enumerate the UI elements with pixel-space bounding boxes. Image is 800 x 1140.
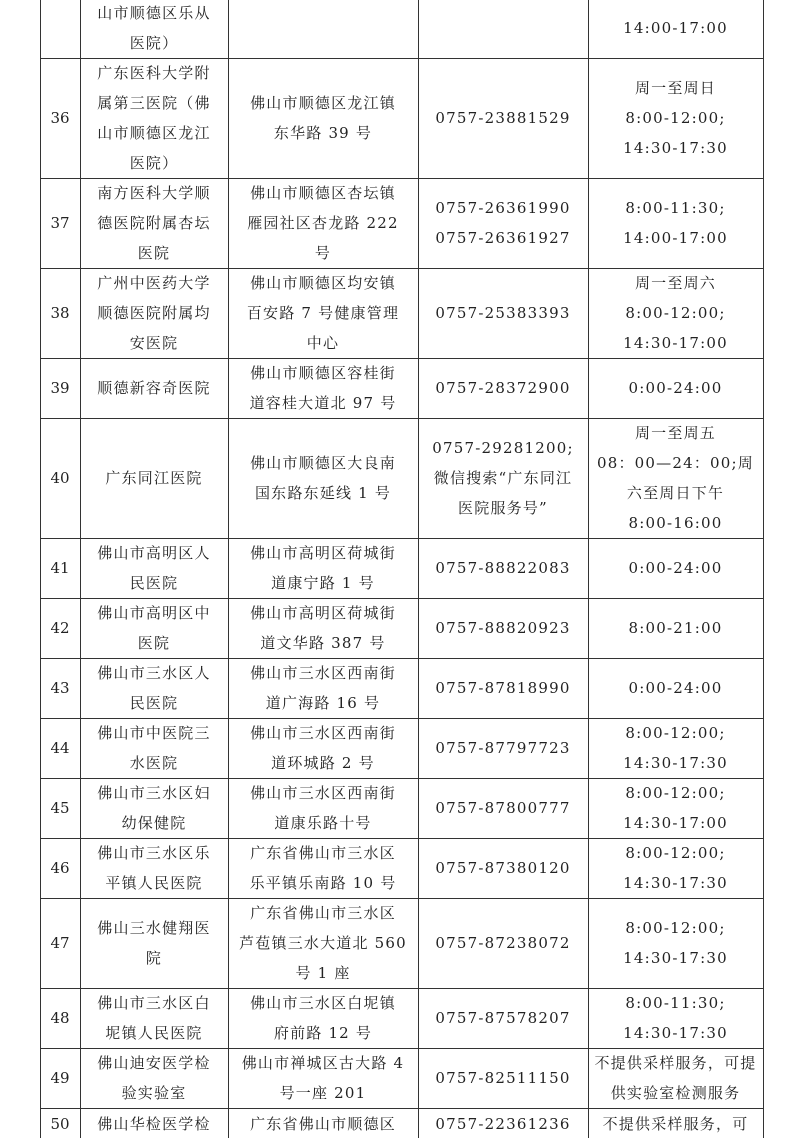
address-line: 号一座 201 bbox=[279, 1084, 367, 1102]
address-line: 雁园社区杏龙路 222 bbox=[247, 214, 399, 232]
table-cell-phone bbox=[418, 898, 588, 988]
address-line: 道容桂大道北 97 号 bbox=[249, 394, 397, 412]
phone-line: 0757-26361990 bbox=[435, 199, 571, 217]
row-number-text bbox=[50, 613, 69, 643]
service-hours-line: 0:00-24:00 bbox=[628, 679, 723, 697]
address-line: 佛山市高明区荷城街 bbox=[250, 544, 396, 562]
table-cell-hospital-name bbox=[80, 268, 228, 358]
hospital-name-line: 幼保健院 bbox=[121, 814, 187, 832]
row-number-line: 39 bbox=[50, 379, 70, 397]
address-line: 道文华路 387 号 bbox=[260, 634, 386, 652]
service-hours-line: 不提供采样服务，可提 bbox=[594, 1054, 757, 1072]
address-line: 佛山市顺德区龙江镇 bbox=[250, 94, 396, 112]
service-hours-text bbox=[623, 913, 728, 973]
address-text bbox=[247, 268, 399, 358]
table-cell-address bbox=[228, 658, 418, 718]
row-number-line: 45 bbox=[50, 799, 70, 817]
table-cell-service-hours bbox=[588, 1048, 763, 1108]
hospital-name-line: 佛山市高明区人 bbox=[97, 544, 211, 562]
table-cell-address bbox=[228, 1048, 418, 1108]
table-cell-hospital-name bbox=[80, 358, 228, 418]
phone-text bbox=[435, 373, 570, 403]
table-cell-row-number bbox=[40, 718, 80, 778]
phone-line: 微信搜索“广东同江 bbox=[433, 469, 573, 487]
hospital-name-text bbox=[97, 178, 210, 268]
table-cell-address bbox=[228, 178, 418, 268]
phone-text bbox=[435, 1063, 570, 1093]
service-hours-line: 0:00-24:00 bbox=[628, 559, 723, 577]
hospital-name-line: 佛山迪安医学检 bbox=[97, 1054, 211, 1072]
table-cell-phone bbox=[418, 178, 588, 268]
address-text bbox=[250, 448, 396, 508]
service-hours-line: 8:00-21:00 bbox=[628, 619, 723, 637]
service-hours-text bbox=[623, 73, 728, 163]
phone-text bbox=[435, 103, 570, 133]
table-cell-service-hours bbox=[588, 778, 763, 838]
table-cell-phone bbox=[418, 598, 588, 658]
table-cell-row-number bbox=[40, 1048, 80, 1108]
table-column-border bbox=[763, 0, 764, 1138]
row-number-text bbox=[50, 553, 69, 583]
table-cell-hospital-name bbox=[80, 1048, 228, 1108]
phone-line: 0757-88822083 bbox=[435, 559, 571, 577]
address-line: 道环城路 2 号 bbox=[271, 754, 375, 772]
service-hours-text bbox=[623, 778, 728, 838]
row-number-text bbox=[50, 1003, 69, 1033]
table-cell-row-number bbox=[40, 58, 80, 178]
hospital-name-text bbox=[97, 598, 210, 658]
phone-text bbox=[435, 673, 570, 703]
hospital-name-line: 属第三医院（佛 bbox=[97, 94, 211, 112]
hospital-name-line: 安医院 bbox=[129, 334, 179, 352]
table-cell-address bbox=[228, 1108, 418, 1140]
table-cell-row-number bbox=[40, 178, 80, 268]
hospital-name-text bbox=[105, 463, 202, 493]
row-number-line: 48 bbox=[50, 1009, 70, 1027]
table-cell-phone bbox=[418, 658, 588, 718]
table-cell-row-number bbox=[40, 778, 80, 838]
table-cell-address bbox=[228, 838, 418, 898]
table-cell-hospital-name bbox=[80, 598, 228, 658]
phone-text bbox=[435, 928, 570, 958]
phone-line: 0757-28372900 bbox=[435, 379, 571, 397]
table-cell-row-number bbox=[40, 598, 80, 658]
address-line: 佛山市高明区荷城街 bbox=[250, 604, 396, 622]
address-line: 东华路 39 号 bbox=[273, 124, 373, 142]
service-hours-line: 供实验室检测服务 bbox=[610, 1084, 741, 1102]
address-text bbox=[247, 178, 399, 268]
address-text bbox=[250, 658, 396, 718]
phone-text bbox=[435, 613, 570, 643]
table-cell-address bbox=[228, 58, 418, 178]
table-cell-address bbox=[228, 718, 418, 778]
phone-line: 医院服务号” bbox=[458, 499, 548, 517]
address-line: 广东省佛山市三水区 bbox=[250, 904, 396, 922]
address-text bbox=[239, 898, 407, 988]
table-cell-phone bbox=[418, 58, 588, 178]
address-text bbox=[250, 598, 396, 658]
row-number-text bbox=[50, 463, 69, 493]
table-cell-hospital-name bbox=[80, 988, 228, 1048]
row-number-line: 36 bbox=[50, 109, 70, 127]
table-cell-hospital-name bbox=[80, 538, 228, 598]
service-hours-text bbox=[623, 718, 728, 778]
table-cell-row-number bbox=[40, 988, 80, 1048]
hospital-name-line: 顺德医院附属均 bbox=[97, 304, 211, 322]
hospital-name-line: 佛山市三水区乐 bbox=[97, 844, 211, 862]
hospital-name-text bbox=[97, 658, 210, 718]
service-hours-line: 8:00-12:00; bbox=[625, 844, 726, 862]
hospital-name-text bbox=[97, 1109, 210, 1139]
address-line: 佛山市顺德区容桂街 bbox=[250, 364, 396, 382]
service-hours-line: 8:00-12:00; bbox=[625, 304, 726, 322]
row-number-line: 47 bbox=[50, 934, 70, 952]
service-hours-line: 不提供采样服务，可 bbox=[602, 1115, 749, 1133]
service-hours-text bbox=[629, 673, 723, 703]
table-cell-service-hours bbox=[588, 1108, 763, 1140]
table-cell-phone bbox=[418, 718, 588, 778]
phone-line: 0757-87238072 bbox=[435, 934, 571, 952]
hospital-name-line: 民医院 bbox=[129, 694, 179, 712]
row-number-line: 43 bbox=[50, 679, 70, 697]
row-number-text bbox=[50, 673, 69, 703]
table-cell-hospital-name bbox=[80, 658, 228, 718]
hospital-name-line: 佛山三水健翔医 bbox=[97, 919, 211, 937]
hospital-name-text bbox=[97, 58, 210, 178]
service-hours-line: 14:30-17:00 bbox=[623, 334, 728, 352]
table-cell-row-number bbox=[40, 538, 80, 598]
hospital-name-line: 佛山市三水区白 bbox=[97, 994, 211, 1012]
hospital-name-line: 医院） bbox=[129, 154, 179, 172]
table-cell-hospital-name bbox=[80, 1108, 228, 1140]
service-hours-text bbox=[623, 838, 728, 898]
table-cell-row-number bbox=[40, 0, 80, 58]
hospital-name-line: 验实验室 bbox=[121, 1084, 187, 1102]
row-number-text bbox=[50, 298, 69, 328]
hospital-name-line: 佛山市中医院三 bbox=[97, 724, 211, 742]
hospital-name-line: 平镇人民医院 bbox=[105, 874, 203, 892]
service-hours-text bbox=[629, 613, 723, 643]
service-hours-text bbox=[594, 1048, 756, 1108]
table-cell-phone bbox=[418, 778, 588, 838]
hospital-name-text bbox=[97, 268, 210, 358]
service-hours-line: 14:00-17:00 bbox=[623, 19, 728, 37]
hospital-name-line: 佛山市高明区中 bbox=[97, 604, 211, 622]
service-hours-text bbox=[623, 268, 728, 358]
phone-text bbox=[435, 1109, 570, 1139]
address-text bbox=[250, 718, 396, 778]
row-number-line: 50 bbox=[50, 1115, 70, 1133]
phone-line: 0757-87818990 bbox=[435, 679, 571, 697]
hospital-name-text bbox=[97, 988, 210, 1048]
row-number-line: 40 bbox=[50, 469, 70, 487]
row-number-line: 49 bbox=[50, 1069, 70, 1087]
table-cell-phone bbox=[418, 538, 588, 598]
address-line: 佛山市三水区西南街 bbox=[250, 784, 396, 802]
table-cell-row-number bbox=[40, 838, 80, 898]
hospital-name-line: 坭镇人民医院 bbox=[105, 1024, 203, 1042]
table-cell-service-hours bbox=[588, 718, 763, 778]
address-line: 佛山市三水区西南街 bbox=[250, 664, 396, 682]
row-number-text bbox=[50, 928, 69, 958]
address-line: 佛山市三水区白坭镇 bbox=[250, 994, 396, 1012]
phone-text bbox=[435, 1003, 570, 1033]
hospital-name-line: 医院 bbox=[137, 244, 171, 262]
service-hours-line: 0:00-24:00 bbox=[628, 379, 723, 397]
service-hours-line: 周一至周六 bbox=[634, 274, 716, 292]
table-cell-service-hours bbox=[588, 898, 763, 988]
service-hours-line: 周一至周五 bbox=[634, 424, 716, 442]
address-text bbox=[250, 1109, 396, 1139]
table-cell-hospital-name bbox=[80, 718, 228, 778]
phone-line: 0757-23881529 bbox=[435, 109, 571, 127]
table-cell-phone bbox=[418, 1108, 588, 1140]
service-hours-line: 8:00-12:00; bbox=[625, 919, 726, 937]
address-line: 佛山市顺德区杏坛镇 bbox=[250, 184, 396, 202]
phone-text bbox=[435, 553, 570, 583]
table-cell-hospital-name bbox=[80, 898, 228, 988]
hospital-name-text bbox=[97, 1048, 210, 1108]
service-hours-line: 8:00-16:00 bbox=[628, 514, 723, 532]
table-cell-row-number bbox=[40, 1108, 80, 1140]
service-hours-line: 14:30-17:30 bbox=[623, 754, 728, 772]
hospital-name-line: 医院） bbox=[129, 34, 179, 52]
table-cell-phone bbox=[418, 988, 588, 1048]
service-hours-line: 8:00-12:00; bbox=[625, 724, 726, 742]
table-cell-address bbox=[228, 988, 418, 1048]
service-hours-line: 14:00-17:00 bbox=[623, 229, 728, 247]
service-hours-text bbox=[603, 1109, 749, 1139]
phone-text bbox=[435, 733, 570, 763]
hospital-name-text bbox=[97, 373, 210, 403]
address-line: 中心 bbox=[306, 334, 340, 352]
hospital-name-text bbox=[97, 538, 210, 598]
row-number-text bbox=[50, 103, 69, 133]
address-line: 百安路 7 号健康管理 bbox=[246, 304, 400, 322]
address-line: 佛山市三水区西南街 bbox=[250, 724, 396, 742]
hospital-name-line: 佛山华检医学检 bbox=[97, 1115, 211, 1133]
phone-line: 0757-82511150 bbox=[435, 1069, 571, 1087]
table-cell-phone bbox=[418, 0, 588, 58]
row-number-line: 38 bbox=[50, 304, 70, 322]
table-cell-hospital-name bbox=[80, 778, 228, 838]
table-cell-service-hours bbox=[588, 838, 763, 898]
hospital-name-line: 民医院 bbox=[129, 574, 179, 592]
service-hours-text bbox=[623, 13, 728, 43]
service-hours-line: 8:00-12:00; bbox=[625, 109, 726, 127]
address-text bbox=[242, 1048, 405, 1108]
table-cell-service-hours bbox=[588, 988, 763, 1048]
phone-line: 0757-26361927 bbox=[435, 229, 571, 247]
address-text bbox=[250, 838, 397, 898]
address-line: 道广海路 16 号 bbox=[265, 694, 381, 712]
table-cell-address bbox=[228, 0, 418, 58]
address-line: 芦苞镇三水大道北 560 bbox=[239, 934, 407, 952]
address-line: 佛山市顺德区均安镇 bbox=[250, 274, 396, 292]
row-number-line: 46 bbox=[50, 859, 70, 877]
hospital-name-text bbox=[97, 0, 210, 58]
phone-line: 0757-87578207 bbox=[435, 1009, 571, 1027]
service-hours-line: 8:00-12:00; bbox=[625, 784, 726, 802]
table-cell-address bbox=[228, 358, 418, 418]
row-number-text bbox=[50, 1063, 69, 1093]
service-hours-text bbox=[629, 553, 723, 583]
hospital-name-text bbox=[97, 913, 210, 973]
service-hours-line: 14:30-17:30 bbox=[623, 139, 728, 157]
service-hours-line: 08：00—24：00;周 bbox=[596, 454, 754, 472]
address-line: 道康宁路 1 号 bbox=[271, 574, 375, 592]
hospital-name-line: 山市顺德区龙江 bbox=[97, 124, 211, 142]
table-cell-service-hours bbox=[588, 598, 763, 658]
table-cell-service-hours bbox=[588, 178, 763, 268]
service-hours-line: 8:00-11:30; bbox=[625, 199, 726, 217]
address-line: 府前路 12 号 bbox=[273, 1024, 373, 1042]
hospital-name-line: 南方医科大学顺 bbox=[97, 184, 211, 202]
service-hours-line: 周一至周日 bbox=[634, 79, 716, 97]
address-line: 号 bbox=[314, 244, 332, 262]
row-number-text bbox=[50, 733, 69, 763]
service-hours-line: 14:30-17:30 bbox=[623, 874, 728, 892]
table-cell-row-number bbox=[40, 268, 80, 358]
service-hours-line: 14:30-17:00 bbox=[623, 814, 728, 832]
row-number-text bbox=[50, 793, 69, 823]
table-cell-service-hours bbox=[588, 418, 763, 538]
hospital-name-line: 山市顺德区乐从 bbox=[97, 4, 211, 22]
address-line: 佛山市顺德区大良南 bbox=[250, 454, 396, 472]
table-cell-service-hours bbox=[588, 358, 763, 418]
table-cell-service-hours bbox=[588, 268, 763, 358]
table-cell-hospital-name bbox=[80, 838, 228, 898]
address-line: 广东省佛山市三水区 bbox=[250, 844, 396, 862]
row-number-text bbox=[50, 208, 69, 238]
hospital-name-line: 德医院附属杏坛 bbox=[97, 214, 211, 232]
table-cell-service-hours bbox=[588, 0, 763, 58]
hospital-name-line: 佛山市三水区妇 bbox=[97, 784, 211, 802]
address-line: 佛山市禅城区古大路 4 bbox=[241, 1054, 405, 1072]
table-cell-row-number bbox=[40, 898, 80, 988]
table-cell-service-hours bbox=[588, 538, 763, 598]
table-cell-phone bbox=[418, 268, 588, 358]
phone-line: 0757-87797723 bbox=[435, 739, 571, 757]
service-hours-line: 14:30-17:30 bbox=[623, 949, 728, 967]
phone-line: 0757-87380120 bbox=[435, 859, 571, 877]
table-cell-address bbox=[228, 778, 418, 838]
hospital-name-text bbox=[97, 778, 210, 838]
phone-text bbox=[435, 793, 570, 823]
hospital-name-line: 院 bbox=[145, 949, 163, 967]
hospital-name-line: 医院 bbox=[137, 634, 171, 652]
phone-line: 0757-29281200; bbox=[432, 439, 574, 457]
service-hours-text bbox=[623, 988, 728, 1048]
row-number-text bbox=[50, 373, 69, 403]
row-number-line: 44 bbox=[50, 739, 70, 757]
phone-line: 0757-25383393 bbox=[435, 304, 571, 322]
table-cell-row-number bbox=[40, 658, 80, 718]
phone-line: 0757-22361236 bbox=[435, 1115, 571, 1133]
address-text bbox=[250, 88, 396, 148]
service-hours-line: 14:30-17:30 bbox=[623, 1024, 728, 1042]
address-line: 号 1 座 bbox=[295, 964, 351, 982]
service-hours-text bbox=[629, 373, 723, 403]
table-cell-address bbox=[228, 898, 418, 988]
phone-line: 0757-88820923 bbox=[435, 619, 571, 637]
phone-text bbox=[435, 193, 570, 253]
service-hours-text bbox=[597, 418, 754, 538]
table-cell-phone bbox=[418, 418, 588, 538]
table-cell-hospital-name bbox=[80, 418, 228, 538]
table-cell-hospital-name bbox=[80, 178, 228, 268]
table-cell-service-hours bbox=[588, 658, 763, 718]
hospital-name-text bbox=[97, 718, 210, 778]
table-cell-row-number bbox=[40, 358, 80, 418]
table-cell-phone bbox=[418, 358, 588, 418]
row-number-line: 37 bbox=[50, 214, 70, 232]
phone-text bbox=[435, 298, 570, 328]
table-cell-phone bbox=[418, 838, 588, 898]
address-text bbox=[250, 538, 396, 598]
address-text bbox=[250, 358, 397, 418]
table-cell-hospital-name bbox=[80, 58, 228, 178]
address-line: 国东路东延线 1 号 bbox=[254, 484, 392, 502]
hospital-name-line: 广东医科大学附 bbox=[97, 64, 211, 82]
service-hours-line: 8:00-11:30; bbox=[625, 994, 726, 1012]
row-number-line: 42 bbox=[50, 619, 70, 637]
table-cell-row-number bbox=[40, 418, 80, 538]
table-cell-address bbox=[228, 538, 418, 598]
phone-text bbox=[432, 433, 573, 523]
table-cell-address bbox=[228, 598, 418, 658]
table-cell-service-hours bbox=[588, 58, 763, 178]
row-number-text bbox=[50, 853, 69, 883]
hospital-name-line: 广州中医药大学 bbox=[97, 274, 211, 292]
phone-text bbox=[435, 853, 570, 883]
address-text bbox=[250, 778, 396, 838]
row-number-text bbox=[50, 1109, 69, 1139]
row-number-line: 41 bbox=[50, 559, 70, 577]
table-cell-address bbox=[228, 268, 418, 358]
address-line: 广东省佛山市顺德区 bbox=[250, 1115, 396, 1133]
hospital-name-line: 水医院 bbox=[129, 754, 179, 772]
service-hours-line: 六至周日下午 bbox=[626, 484, 725, 502]
address-line: 道康乐路十号 bbox=[274, 814, 372, 832]
hospital-name-text bbox=[97, 838, 210, 898]
table-cell-hospital-name bbox=[80, 0, 228, 58]
service-hours-text bbox=[623, 193, 728, 253]
phone-line: 0757-87800777 bbox=[435, 799, 571, 817]
hospital-name-line: 广东同江医院 bbox=[105, 469, 203, 487]
hospital-name-line: 顺德新容奇医院 bbox=[97, 379, 211, 397]
address-text bbox=[250, 988, 396, 1048]
hospital-name-line: 佛山市三水区人 bbox=[97, 664, 211, 682]
address-line: 乐平镇乐南路 10 号 bbox=[249, 874, 397, 892]
table-cell-address bbox=[228, 418, 418, 538]
table-cell-phone bbox=[418, 1048, 588, 1108]
